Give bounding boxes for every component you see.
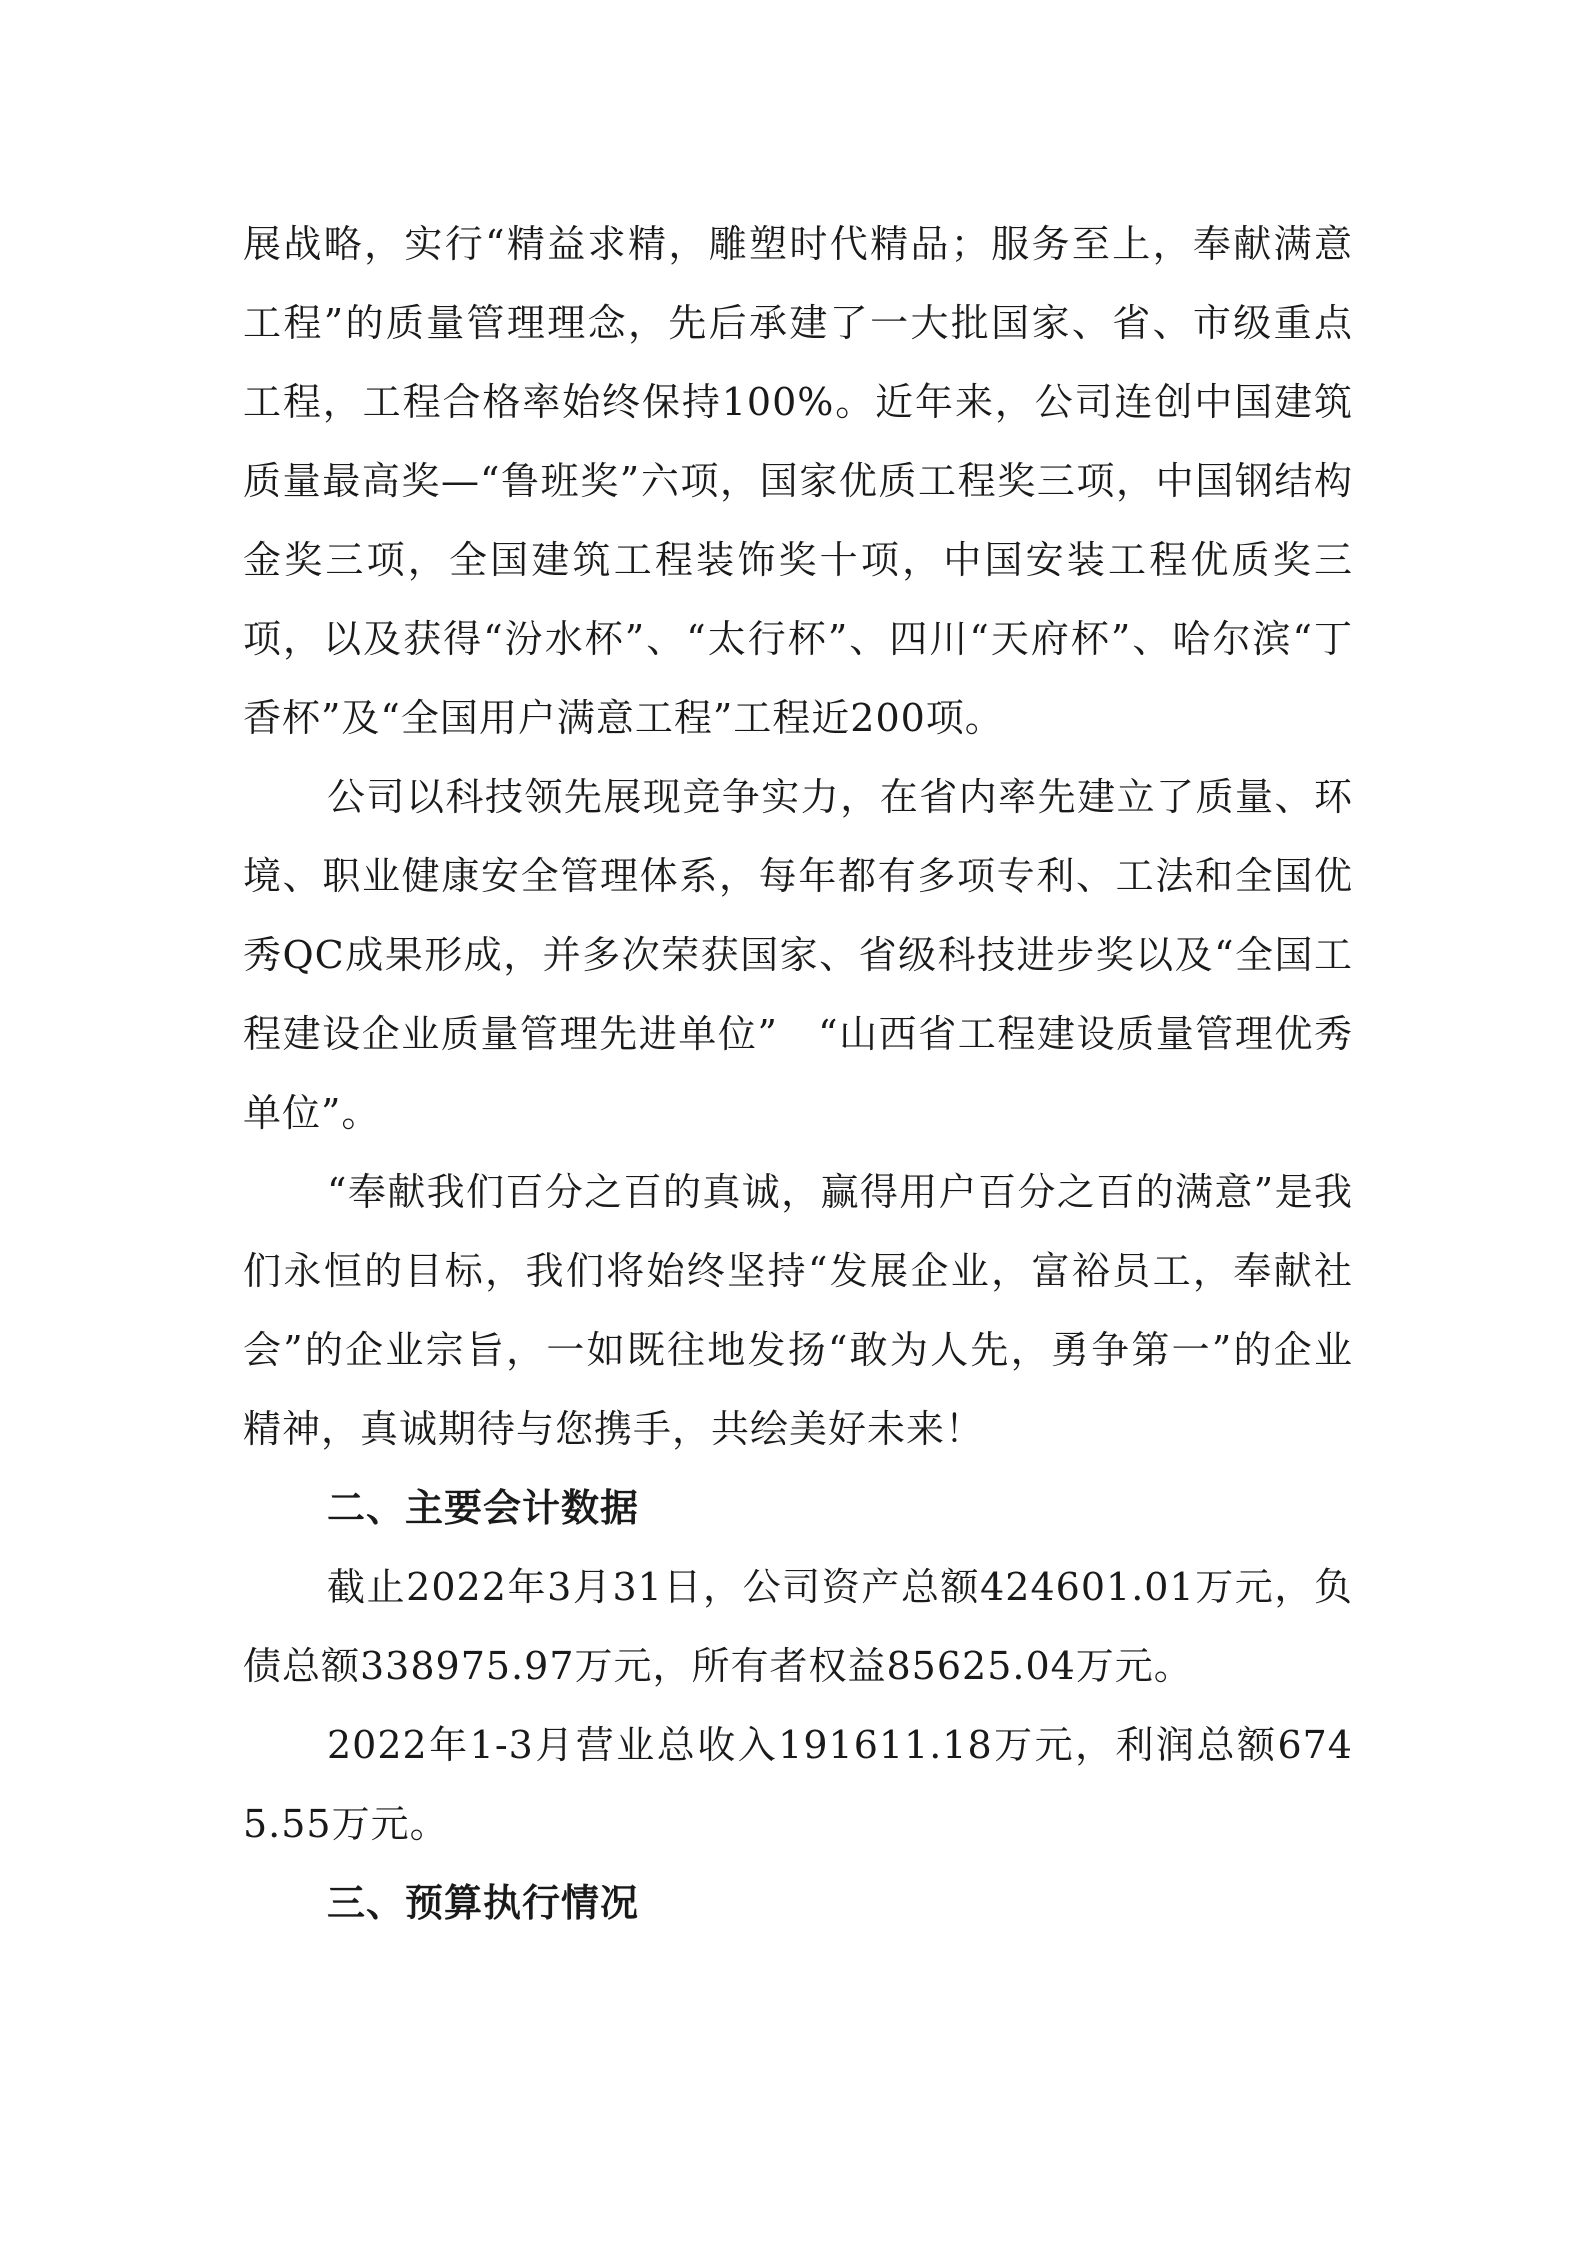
paragraph-company-mission: “奉献我们百分之百的真诚，赢得用户百分之百的满意”是我们永恒的目标，我们将始终坚持“发展企业，富裕员工，奉献社会”的企业宗旨，一如既往地发扬“敢为人先，勇争第一”的企业精神，真诚期待与您携手，共绘美好未来！ <box>243 1170 1353 1451</box>
section-heading-accounting-data: 二、主要会计数据 <box>327 1486 640 1530</box>
paragraph-revenue-profit: 2022年1-3月营业总收入191611.18万元，利润总额6745.55万元。 <box>243 1723 1353 1846</box>
document-body <box>243 205 1353 1943</box>
paragraph-quality-management: 展战略，实行“精益求精，雕塑时代精品；服务至上，奉献满意工程”的质量管理理念，先后承建了一大批国家、省、市级重点工程，工程合格率始终保持100%。近年来，公司连创中国建筑质量最高奖—“鲁班奖”六项，国家优质工程奖三项，中国钢结构金奖三项，全国建筑工程装饰奖十项，中国安装工程优质奖三项，以及获得“汾水杯”、“太行杯”、四川“天府杯”、哈尔滨“丁香杯”及“全国用户满意工程”工程近200项。 <box>243 222 1353 740</box>
paragraph-technology-leadership: 公司以科技领先展现竞争实力，在省内率先建立了质量、环境、职业健康安全管理体系，每年都有多项专利、工法和全国优秀QC成果形成，并多次荣获国家、省级科技进步奖以及“全国工程建设企业质量管理先进单位” “山西省工程建设质量管理优秀单位”。 <box>243 775 1353 1135</box>
paragraph-balance-sheet: 截止2022年3月31日，公司资产总额424601.01万元，负债总额338975.97万元，所有者权益85625.04万元。 <box>243 1565 1353 1688</box>
section-heading-budget-execution: 三、预算执行情况 <box>327 1881 640 1925</box>
